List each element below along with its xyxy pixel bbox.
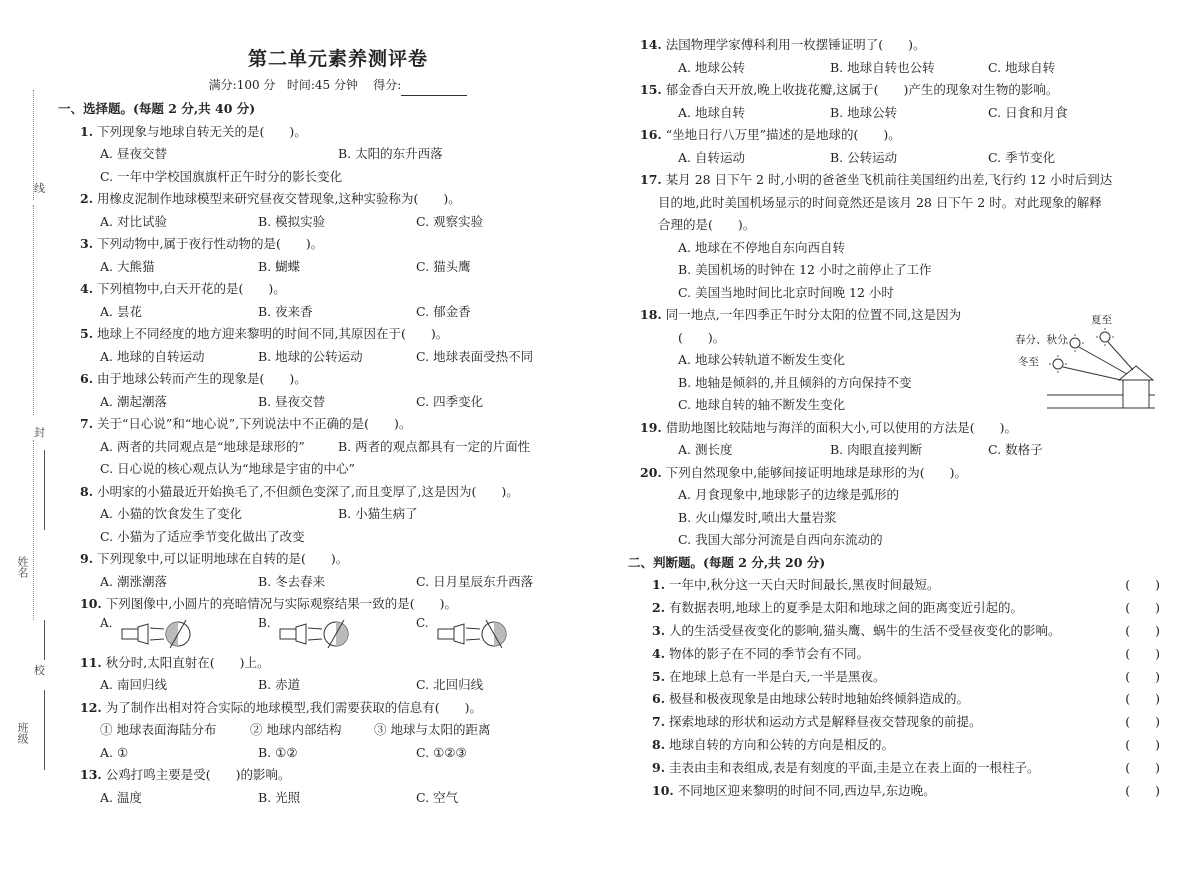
name-blank[interactable] [44, 450, 45, 530]
question: 9. 下列现象中,可以证明地球在自转的是( )。 [80, 551, 349, 566]
options-row [58, 211, 618, 234]
option[interactable]: A. 大熊猫 [100, 258, 155, 274]
answer-paren[interactable]: ( ) [1125, 714, 1160, 730]
options-row [58, 301, 618, 324]
option[interactable]: C. 日食和月食 [988, 104, 1068, 120]
option[interactable]: B. 光照 [258, 789, 301, 805]
option[interactable]: B. 昼夜交替 [258, 393, 326, 409]
judge-item: 2. 有数据表明,地球上的夏季是太阳和地球之间的距离变近引起的。 ( ) [640, 597, 1160, 620]
option[interactable]: A. 自转运动 [678, 149, 745, 165]
time-limit: 时间:45 分钟 [286, 78, 359, 92]
figure-label: A. [100, 615, 113, 630]
binding-char-xian: 线 [34, 182, 45, 195]
option[interactable]: A. 地球自转 [678, 104, 745, 120]
question: 2. 用橡皮泥制作地球模型来研究昼夜交替现象,这种实验称为( )。 [80, 191, 461, 206]
question: 19. 借助地图比较陆地与海洋的面积大小,可以使用的方法是( )。 [640, 419, 1017, 435]
option[interactable]: C. 数格子 [988, 442, 1043, 457]
flashlight-disc-figure [258, 616, 378, 652]
label-equinox: 春分、秋分 [1015, 334, 1068, 346]
option[interactable]: C. 猫头鹰 [416, 258, 471, 274]
right-column [628, 34, 1160, 803]
figure-label: B. [258, 615, 271, 630]
options-row [58, 391, 618, 414]
score-label: 得分: [373, 78, 402, 92]
option[interactable]: B. 地轴是倾斜的,并且倾斜的方向保持不变 [678, 374, 912, 390]
option[interactable]: C. 四季变化 [416, 393, 484, 409]
question: 8. 小明家的小猫最近开始换毛了,不但颜色变深了,而且变厚了,这是因为( )。 [80, 483, 519, 499]
class-blank[interactable] [44, 690, 45, 770]
judge-item: 4. 物体的影子在不同的季节会有不同。 ( ) [640, 643, 1160, 666]
answer-paren[interactable]: ( ) [1125, 760, 1160, 776]
figure-options-row [58, 616, 618, 652]
answer-paren[interactable]: ( ) [1125, 691, 1160, 707]
option[interactable]: A. 潮起潮落 [100, 393, 167, 409]
question: 20. 下列自然现象中,能够间接证明地球是球形的为( )。 [640, 464, 967, 480]
option[interactable]: B. 赤道 [258, 677, 301, 692]
options-row [58, 571, 618, 594]
question: 18. 同一地点,一年四季正午时分太阳的位置不同,这是因为 [640, 307, 962, 322]
option[interactable]: B. 地球的公转运动 [258, 348, 363, 364]
question: 17. 某月 28 日下午 2 时,小明的爸爸坐飞机前往美国纽约出差,飞行约 12 小时后到达 [640, 172, 1113, 187]
page-title: 第二单元素养测评卷 [247, 48, 428, 70]
full-score: 满分:100 分 [208, 78, 276, 92]
answer-paren[interactable]: ( ) [1125, 599, 1160, 615]
answer-paren[interactable]: ( ) [1125, 645, 1160, 661]
question: 15. 郁金香白天开放,晚上收拢花瓣,这属于( )产生的现象对生物的影响。 [640, 82, 1059, 97]
question-continued: ( )。 [678, 329, 726, 345]
options-row [640, 439, 1160, 462]
binding-char-feng: 封 [34, 426, 45, 439]
option[interactable]: B. 地球自转也公转 [830, 59, 935, 75]
option[interactable]: A. 月食现象中,地球影子的边缘是弧形的 [678, 487, 899, 502]
option[interactable]: A. 地球在不停地自东向西自转 [678, 239, 845, 255]
options-row [640, 57, 1160, 80]
option[interactable]: C. 观察实验 [416, 213, 484, 229]
question: 7. 关于“日心说”和“地心说”,下列说法中不正确的是( )。 [80, 416, 412, 431]
options-row [58, 742, 618, 765]
binding-char-xiao: 校 [34, 664, 45, 677]
judge-item: 7. 探索地球的形状和运动方式是解释昼夜交替现象的前提。 ( ) [640, 711, 1160, 734]
options-row [58, 436, 618, 459]
judge-item: 6. 极昼和极夜现象是由地球公转时地轴始终倾斜造成的。 ( ) [640, 688, 1160, 711]
question: 1. 下列现象与地球自转无关的是( )。 [80, 123, 307, 139]
option[interactable]: A. 昙花 [100, 303, 142, 319]
question-continued: 合理的是( )。 [658, 217, 756, 232]
option[interactable]: C. 北回归线 [416, 677, 484, 692]
options-row [58, 503, 618, 526]
options-row [58, 143, 618, 166]
question: 12. 为了制作出相对符合实际的地球模型,我们需要获取的信息有( )。 [80, 699, 482, 715]
figure-label: C. [416, 615, 429, 630]
judge-item: 9. 圭表由圭和表组成,表是有刻度的平面,圭是立在表上面的一根柱子。 ( ) [640, 757, 1160, 780]
question: 16. “坐地日行八万里”描述的是地球的( )。 [640, 127, 901, 142]
option[interactable]: B. 蝴蝶 [258, 258, 301, 274]
option[interactable]: C. 日心说的核心观点认为“地球是宇宙的中心” [100, 461, 355, 476]
judge-item: 8. 地球自转的方向和公转的方向是相反的。 ( ) [640, 734, 1160, 757]
options-row [58, 346, 618, 369]
options-row [58, 256, 618, 279]
option[interactable]: B. ①② [258, 744, 298, 760]
question: 10. 下列图像中,小圆片的亮暗情况与实际观察结果一致的是( )。 [80, 596, 457, 611]
option[interactable]: A. 温度 [100, 789, 142, 805]
judge-item: 3. 人的生活受昼夜变化的影响,猫头鹰、蜗牛的生活不受昼夜变化的影响。 ( ) [640, 620, 1160, 643]
option[interactable]: B. 肉眼直接判断 [830, 442, 923, 457]
option[interactable]: C. 季节变化 [988, 149, 1056, 165]
question: 13. 公鸡打鸣主要是受( )的影响。 [80, 767, 291, 782]
answer-paren[interactable]: ( ) [1125, 577, 1160, 592]
question-continued: 目的地,此时美国机场显示的时间竟然还是该月 28 日下午 2 时。对此现象的解释 [658, 194, 1102, 210]
option[interactable]: A. 测长度 [678, 442, 733, 457]
option[interactable]: C. 地球表面受热不同 [416, 348, 534, 364]
judge-list [640, 574, 1160, 803]
sun-position-figure [1015, 310, 1155, 415]
dotted-line [33, 440, 34, 620]
option[interactable]: B. 公转运动 [830, 149, 898, 165]
option[interactable]: C. 地球自转的轴不断发生变化 [678, 397, 846, 412]
option[interactable]: A. 两者的共同观点是“地球是球形的” [100, 438, 305, 454]
option[interactable]: A. 小猫的饮食发生了变化 [100, 506, 242, 521]
option[interactable]: B. 模拟实验 [258, 213, 326, 229]
info-item: ③ 地球与太阳的距离 [374, 722, 491, 737]
flashlight-disc-figure [100, 616, 220, 652]
exam-meta [58, 74, 618, 96]
option[interactable]: C. 小猫为了适应季节变化做出了改变 [100, 528, 305, 544]
options-row [58, 787, 618, 810]
options-row [58, 166, 618, 189]
option[interactable]: A. 对比试验 [100, 213, 167, 229]
section-choice-heading: 一、选择题。(每题 2 分,共 40 分) [58, 101, 256, 116]
info-item: ② 地球内部结构 [250, 722, 342, 737]
label-winter-solstice: 冬至 [1018, 356, 1039, 368]
option[interactable]: A. 地球公转轨道不断发生变化 [678, 352, 845, 367]
option[interactable]: C. ①②③ [416, 744, 467, 760]
options-row [58, 674, 618, 697]
options-row [58, 526, 618, 549]
option[interactable]: A. 昼夜交替 [100, 146, 167, 161]
answer-paren[interactable]: ( ) [1125, 783, 1160, 799]
flashlight-disc-figure [416, 616, 536, 652]
option[interactable]: B. 地球公转 [830, 104, 898, 120]
option[interactable]: B. 美国机场的时钟在 12 小时之前停止了工作 [678, 262, 932, 277]
option[interactable]: A. ① [100, 744, 129, 760]
question: 14. 法国物理学家傅科利用一枚摆锤证明了( )。 [640, 37, 926, 52]
options-row [640, 147, 1160, 170]
option[interactable]: C. 美国当地时间比北京时间晚 12 小时 [678, 284, 894, 300]
dotted-line [33, 205, 34, 415]
section-judge-heading: 二、判断题。(每题 2 分,共 20 分) [628, 554, 826, 570]
option[interactable]: B. 夜来香 [258, 303, 313, 319]
options-row [58, 458, 618, 481]
option[interactable]: A. 南回归线 [100, 677, 167, 692]
option[interactable]: C. 地球自转 [988, 59, 1056, 75]
label-banji: 班级 [16, 722, 29, 744]
answer-paren[interactable]: ( ) [1125, 668, 1160, 684]
option[interactable]: C. 一年中学校国旗旗杆正午时分的影长变化 [100, 168, 343, 184]
question: 3. 下列动物中,属于夜行性动物的是( )。 [80, 236, 324, 251]
score-blank[interactable] [401, 82, 467, 96]
option[interactable]: A. 地球公转 [678, 59, 745, 75]
options-row [640, 102, 1160, 125]
option[interactable]: C. 日月星辰东升西落 [416, 573, 534, 589]
answer-paren[interactable]: ( ) [1125, 737, 1160, 753]
info-item: ① 地球表面海陆分布 [100, 722, 217, 737]
binding-margin [0, 0, 52, 869]
left-column [58, 0, 618, 809]
option[interactable]: B. 小猫生病了 [338, 506, 418, 521]
option[interactable]: B. 两者的观点都具有一定的片面性 [338, 438, 531, 454]
question: 6. 由于地球公转而产生的现象是( )。 [80, 371, 307, 386]
school-blank[interactable] [44, 620, 45, 660]
label-xingming: 姓名 [16, 556, 29, 578]
option[interactable]: C. 空气 [416, 789, 459, 805]
judge-item: 1. 一年中,秋分这一天白天时间最长,黑夜时间最短。 ( ) [640, 574, 1160, 597]
option[interactable]: A. 潮涨潮落 [100, 573, 167, 589]
option[interactable]: B. 太阳的东升西落 [338, 146, 443, 161]
info-items-row [58, 719, 618, 742]
option[interactable]: B. 火山爆发时,喷出大量岩浆 [678, 509, 837, 525]
option[interactable]: A. 地球的自转运动 [100, 348, 205, 364]
question: 11. 秋分时,太阳直射在( )上。 [80, 654, 270, 670]
option[interactable]: C. 郁金香 [416, 303, 471, 319]
question: 5. 地球上不同经度的地方迎来黎明的时间不同,其原因在于( )。 [80, 326, 449, 341]
question: 4. 下列植物中,白天开花的是( )。 [80, 281, 286, 296]
option[interactable]: C. 我国大部分河流是自西向东流动的 [678, 532, 883, 547]
option[interactable]: B. 冬去春来 [258, 573, 326, 589]
answer-paren[interactable]: ( ) [1125, 622, 1160, 638]
label-summer-solstice: 夏至 [1091, 314, 1112, 326]
judge-item: 10. 不同地区迎来黎明的时间不同,西边早,东边晚。 ( ) [640, 780, 1160, 803]
judge-item: 5. 在地球上总有一半是白天,一半是黑夜。 ( ) [640, 666, 1160, 689]
